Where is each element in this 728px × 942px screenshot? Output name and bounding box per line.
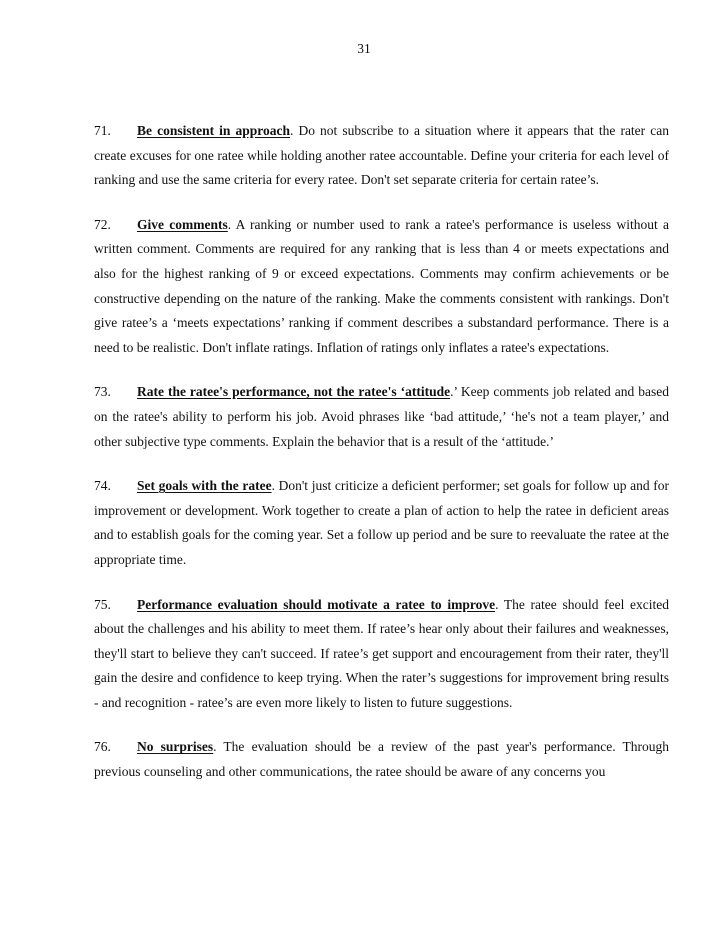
item-text: . Don't just criticize a deficient performer; set goals for follow up and for improvement or development. Work together to create a plan of action to help the ratee in deficient areas and to establish goals for the coming year. Set a follow up period and be sure to reevaluate the ratee at the appropriate time. (94, 478, 669, 567)
page-number: 31 (357, 41, 371, 56)
paragraph-76 (94, 735, 669, 784)
item-text: . The evaluation should be a review of the past year's performance. Through previous counseling and other communications, the ratee should be aware of any concerns you (94, 739, 669, 780)
item-heading: No surprises (137, 739, 214, 755)
item-number: 74. (94, 478, 111, 494)
paragraph-75 (94, 593, 669, 716)
item-heading: Set goals with the ratee (137, 478, 272, 494)
item-text: . A ranking or number used to rank a ratee's performance is useless without a written comment. Comments are required for any ranking that is less than 4 or meets expectations and also for the highest ranking of 9 or exceed expectations. Comments may confirm achievements or be constructive depending on the nature of the ranking. Make the comments consistent with rankings. Don't give ratee’s a ‘meets expectations’ ranking if comment describes a substandard performance. There is a need to be realistic. Don't inflate ratings. Inflation of ratings only inflates a ratee's expectations. (94, 216, 669, 355)
item-heading: Performance evaluation should motivate a ratee to improve (137, 596, 496, 612)
page-body (94, 119, 669, 805)
item-number: 71. (94, 123, 111, 138)
item-heading: Rate the ratee's performance, not the ratee's ‘attitude (137, 384, 451, 400)
item-number: 73. (94, 384, 111, 400)
item-heading: Give comments (137, 216, 228, 232)
item-number: 75. (94, 596, 111, 612)
paragraph-74 (94, 474, 669, 572)
paragraph-73 (94, 380, 669, 454)
item-heading: Be consistent in approach (137, 123, 290, 138)
item-text: .’ Keep comments job related and based on the ratee's ability to perform his job. Avoid phrases like ‘bad attitude,’ ‘he's not a team player,’ and other subjective type comments. Explain the behavior that is a result of the ‘attitude.’ (94, 384, 669, 449)
item-number: 76. (94, 739, 111, 755)
paragraph-71 (94, 119, 669, 193)
paragraph-72 (94, 213, 669, 361)
item-number: 72. (94, 216, 111, 232)
item-text: . Do not subscribe to a situation where it appears that the rater can create excuses for one ratee while holding another ratee accountable. Define your criteria for each level of ranking and use the same criteria for every ratee. Don't set separate criteria for certain ratee’s. (94, 123, 669, 188)
item-text: . The ratee should feel excited about the challenges and his ability to meet them. If ratee’s hear only about their failures and weaknesses, they'll start to believe they can't succeed. If ratee’s get support and encouragement from their rater, they'll gain the desire and confidence to keep trying. When the rater’s suggestions for improvement bring results - and recognition - ratee’s are even more likely to listen to future suggestions. (94, 596, 669, 710)
